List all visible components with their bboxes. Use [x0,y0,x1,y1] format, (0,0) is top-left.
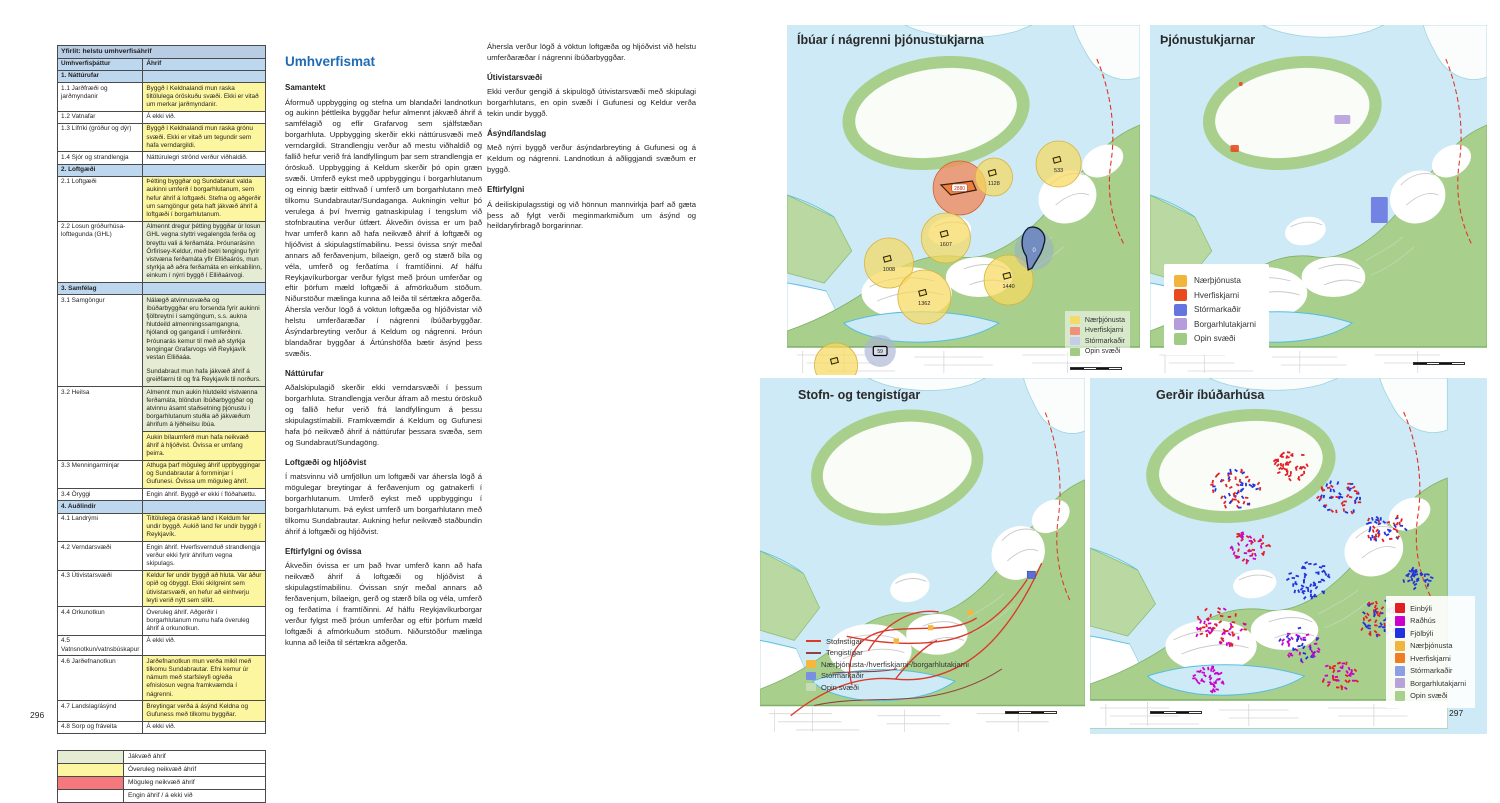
table-header-row [58,58,266,70]
legend-label: Hverfiskjarni [1084,327,1124,334]
page-number-left: 296 [30,710,45,720]
legend-label: Hverfiskjarni [1410,653,1451,663]
impact-cell-group [143,721,266,733]
impact-cell-group [143,701,266,721]
impact-legend-label: Möguleg neikvæð áhrif [124,776,266,789]
table-section-row [58,70,266,82]
map-legend-item [1174,333,1256,345]
factor-cell: 4.4 Orkunotkun [58,607,143,636]
body-paragraph: Ekki verður gengið á skipulögð útivistarsvæði með skipulagi borgarhlutans, en opin svæði í Gufunesi og Keldur verða tekin undir byggð. [487,87,696,119]
factor-cell: 4.2 Verndarsvæði [58,542,143,571]
legend-label: Stórmarkaðir [1084,337,1125,345]
section-label: 1. Náttúrufar [58,70,143,82]
map-legend-item [1395,603,1466,613]
map-legend-item [1174,318,1256,330]
map-legend-item [1395,678,1466,688]
factor-cell: 1.1 Jarðfræði og jarðmyndanir [58,83,143,112]
impact-cell-group [143,656,266,701]
legend-label: Opin svæði [1084,348,1121,355]
impact-cell: Engin áhrif. Byggð er ekki í flóðahættu. [143,489,265,500]
map-legend-item [1174,304,1256,316]
legend-swatch [1070,316,1080,324]
legend-swatch [1070,337,1080,345]
impact-cell-group [143,123,266,152]
environment-impact-table-wrap [57,45,266,803]
population-marker [975,158,1012,196]
impact-cell: Þétting byggðar og Sundabraut valda aukinni umferð í borgarhlutanum, sem hefur áhrif á loftgæði. Stefna og aðgerðir um samgöngur geta haft jákvæð áhrif á loftgæði í borgarhlutanum. [143,177,265,221]
impact-cell: Á ekki við. [143,722,265,733]
map-legend-item [1395,653,1466,663]
svg-text:1362: 1362 [918,300,931,308]
factor-cell: 3.4 Öryggi [58,489,143,501]
svg-text:1128: 1128 [988,180,1000,188]
map-legend [1164,264,1269,355]
table-section-row [58,501,266,513]
stormarkadir-marker [1371,197,1388,223]
legend-swatch [1395,641,1405,651]
section-filler [143,501,266,513]
table-row [58,721,266,733]
population-marker [1036,141,1081,187]
table-row [58,295,266,387]
impact-legend-label: Óveruleg neikvæð áhrif [124,763,266,776]
factor-cell: 2.1 Loftgæði [58,176,143,221]
impact-cell: Jarðefnanotkun mun verða mikil með tilkomu Sundabrautar. Efni kemur úr námum með starfsleyfi og/eða efnislosun vegna framkvæmda í nágrenni. [143,656,265,700]
table-row [58,152,266,164]
legend-label: Borgarhlutakjarni [1194,319,1256,329]
impact-cell: Keldur fer undir byggð að hluta. Var áður opið og óbyggt. Ekki skilgreint sem útivistarsvæði, en hefur að einhverju leyti verið nýtt sem slíkt. [143,571,265,607]
map-legend-item [1070,337,1125,345]
legend-label: Stofnstígar [826,636,863,646]
impact-legend-row [58,776,266,789]
impact-legend-swatch [58,776,124,789]
impact-cell: Almennt mun aukin hlutdeild vistvænna ferðamáta, blöndun íbúðarbyggðar og atvinnu ásamt staðsetning þjónustu í borgarhlutanum stuðla að jákvæðum áhrifum á lýðheilsu íbúa. [143,387,265,431]
body-paragraph: Í matsvinnu við umfjöllun um loftgæði var áhersla lögð á mögulegar breytingar á ferðavenjum og gatnakerfi í borgarhlutanum. Umferð eykst með uppbyggingu í borgarhlutanum. Þá eykst umferð um borgarhlutann með tilkomu Sundabrautar. Aukning hefur neikvæð staðbundin áhrif á loftgæði og hljóðvist. [285,472,482,537]
body-paragraph: Áhersla verður lögð á vöktun loftgæða og hljóðvist við helstu umferðaræðar í nágrenni íbúðarbyggðar. [487,42,696,62]
article-column-1 [285,52,482,654]
hverfiskjarni-marker [1231,145,1239,152]
impact-cell-group [143,176,266,221]
legend-label: Tengistígar [826,648,863,657]
legend-swatch [1070,348,1080,356]
table-row [58,701,266,721]
table-row [58,513,266,542]
table-row [58,460,266,489]
legend-swatch [1174,275,1187,287]
body-paragraph: Með nýrri byggð verður ásýndarbreyting á Gufunesi og á Keldum og nágrenni. Landnotkun á aðliggjandi svæðum er byggð. [487,143,696,175]
section-heading: Eftirfylgni og óvissa [285,546,362,556]
page-left [0,0,750,800]
legend-label: Einbýli [1410,603,1432,613]
legend-swatch [806,672,816,680]
impact-legend-swatch [58,789,124,802]
impact-cell-group [143,152,266,164]
impact-cell: Byggð í Keldnalandi mun raska tiltölulega óröskuðu svæði. Ekki er vitað um merkar jarðmyndanir. [143,83,265,111]
article-title: Umhverfismat [285,54,376,69]
map-title: Stofn- og tengistígar [798,388,921,402]
section-heading: Eftirfylgni [487,185,525,195]
legend-swatch [1070,327,1080,335]
map-main-and-connecting-paths [760,378,1085,734]
map-legend-item [1395,628,1466,638]
section-filler [143,164,266,176]
section-filler [143,283,266,295]
impact-cell: Breytingar verða á ásýnd Keldna og Gufuness með tilkomu byggðar. [143,701,265,720]
legend-label: Opin svæði [821,682,859,692]
hverfiskjarni-marker [1239,82,1243,86]
legend-label: Nærþjónusta [1084,316,1125,324]
factor-cell: 4.3 Útivistarsvæði [58,570,143,607]
map-legend-item [1395,666,1466,676]
table-title: Yfirlit: helstu umhverfisáhrif [58,46,266,59]
map-legend-item [1070,327,1125,335]
legend-swatch [1395,628,1405,638]
body-paragraph: Áformuð uppbygging og stefna um blandaðri landnotkun og aukinn þéttleika byggðar hefur almennt jákvæð áhrif á samfélagið og eflir Grafarvog sem sjálfstæðan borgarhluta. Uppbygging skerðir ekki náttúrusvæði með verndargildi. Strandlengju verður að mestu viðhaldið og fallið hefur verið frá landfyllingum þar sem strandlengja er óröskuð. Uppbygging á Keldum skerðir þó opin græn svæði. Umferð eykst með uppbyggingu í borgarhlutanum og einnig bætir eitthvað í umferð um borgarhlutann með tilkomu Sundabrautar/Sundaganga. Aukningin veltur þó verulega á því hvernig gatnaskipulag í tengslum við stofnbrautina verður útfært. Ákveðin óvissa er um það hvar umferð kann að hafa neikvæð áhrif á loftgæði og hljóðvist á skipulagstímabilinu. Þessi óvissa snýr meðal annars að ferðavenjum, bílaeign, gerð og stærð bíla og véla, umferð og ferðatíma í framtíðinni. Af hálfu Reykjavíkurborgar verður fylgst með þróun umferðar og eftir þörfum mæld loftgæði á afmörkuðum stöðum. Niðurstöður mælinga kunna að leiða til sértækra aðgerða. Áhersla verður lögð á vöktun loftgæða og hljóðvistar við helstu umferðaræðar í nágrenni íbúðarbyggðar. Ásýndarbreyting verður á Keldum og nágrenni. Þróun blandaðrar byggðar á Ártúnshöfða bætir ásýnd þess svæðis. [285,97,482,359]
impact-legend-swatch [58,750,124,763]
legend-swatch [1395,653,1405,663]
factor-cell: 1.4 Sjór og strandlengja [58,152,143,164]
impact-cell: Engin áhrif. Hverfisvernduð strandlengja verður ekki fyrir áhrifum vegna skipulags. [143,542,265,570]
factor-cell: 4.7 Landslag/ásýnd [58,701,143,721]
legend-label: Stórmarkaðir [1410,666,1453,675]
factor-cell: 4.8 Sorp og fráveita [58,721,143,733]
factor-cell: 3.3 Menningarminjar [58,460,143,489]
impact-cell-group [143,387,266,461]
scale-bar [1070,367,1122,370]
table-row [58,542,266,571]
legend-label: Raðhús [1410,616,1436,625]
impact-cell: Á ekki við. [143,112,265,123]
impact-cell-group [143,607,266,636]
map-population-near-service-cores [787,25,1140,375]
body-paragraph: Ákveðin óvissa er um það hvar umferð kann að hafa neikvæð áhrif á loftgæði og hljóðvist á skipulagstímabilinu. Óvissan snýr meðal annars að ferðavenjum, bílaeign, gerð og stærð bíla og véla, umferð og ferðatíma í framtíðinni. Af hálfu Reykjavíkurborgar verður fylgst með þróun umferðar og eftir þörfum mæld loftgæði á afmörkuðum stöðum. Niðurstöður mælinga kunna að leiða til sértækra aðgerða. [285,561,482,647]
impact-cell-group [143,635,266,655]
impact-cell: Almennt dregur þétting byggðar úr losun GHL vegna styttri vegalengda ferða og breyttu vali á ferðamáta. Þróunarásinn Örfirisey-Keldur, með betri tengingu fyrir vistvæna ferðamáta yfir Elliðaárós, mun styrkja að aðra ferðamáta en einkabílinn, einkum í nýrri byggð í Elliðaárvogi. [143,222,265,282]
map-legend-item [806,660,969,669]
impact-cell: Byggð í Keldnalandi mun raska grónu svæði. Ekki er vitað um tegundir sem hafa verndargildi. [143,124,265,152]
table-row [58,111,266,123]
map-legend-item [1070,348,1125,356]
legend-label: Fjölbýli [1410,628,1434,638]
legend-swatch [1395,616,1405,626]
svg-text:59: 59 [877,349,883,356]
section-filler [143,70,266,82]
map-legend-item [806,683,969,692]
factor-cell: 1.2 Vatnafar [58,111,143,123]
legend-label: Opin svæði [1410,691,1448,700]
impact-cell: Aukin bílaumferð mun hafa neikvæð áhrif á hljóðvist. Óvissa er umfang þeirra. [143,431,265,460]
body-paragraph: Aðalskipulagið skerðir ekki verndarsvæði í þessum borgarhluta. Strandlengja verður áfram að mestu óröskuð og fallið hefur verið frá landfyllingum á þessu skipulagstímabili. Framkvæmdir á Keldum og Gufunesi hafa þó neikvæð áhrif á náttúrufar þessara svæða, sem og Sundabraut/Sundagöng. [285,383,482,448]
scale-bar [1150,711,1202,714]
factor-cell: 4.1 Landrými [58,513,143,542]
section-heading: Loftgæði og hljóðvist [285,458,367,467]
map-legend-item [1070,316,1125,324]
legend-label: Stórmarkaðir [821,671,864,680]
population-marker [864,335,895,367]
page-number-right: 297 [1449,708,1464,718]
section-label: 4. Auðlindir [58,501,143,513]
body-paragraph: Á deiliskipulagsstigi og við hönnun mannvirkja þarf að gæta þess að fylgt verði meginmarkmiðum um ásýnd og heildaryfirbragð borgarinnar. [487,199,696,231]
impact-cell: Á ekki við. [143,636,265,647]
map-service-cores [1150,25,1487,375]
impact-legend-label: Engin áhrif / á ekki við [124,789,266,802]
impact-legend-label: Jákvæð áhrif [124,750,266,763]
table-row [58,570,266,607]
impact-cell: Tiltölulega óraskað land í Keldum fer undir byggð. Aukið land fer undir byggð í Reykjavík. [143,514,265,542]
table-row [58,387,266,461]
legend-swatch [806,652,821,654]
table-row [58,176,266,221]
impact-cell-group [143,513,266,542]
table-row [58,607,266,636]
legend-label: Nærþjónusta-/hverfiskjarni-/borgarhlutakjarni [821,659,969,669]
impact-cell-group [143,83,266,112]
legend-swatch [1395,678,1405,688]
table-row [58,489,266,501]
impact-cell-group [143,111,266,123]
table-row [58,123,266,152]
map-legend-item [1395,691,1466,701]
scale-bar [1005,711,1057,714]
column-header-impact: Áhrif [143,58,266,70]
impact-cell-group [143,460,266,489]
impact-color-legend [57,750,266,803]
svg-text:2880: 2880 [954,186,966,192]
legend-swatch [1174,318,1187,330]
map-legend [806,634,969,694]
factor-cell: 3.2 Heilsa [58,387,143,461]
legend-swatch [1395,603,1405,613]
map-title: Þjónustukjarnar [1160,33,1256,47]
map-legend [1065,311,1130,362]
scale-bar [1413,362,1465,365]
map-legend-item [1395,616,1466,626]
impact-cell-group [143,295,266,387]
impact-cell: Óveruleg áhrif. Aðgerðir í borgarhlutanum munu hafa óveruleg áhrif á orkunotkun. [143,607,265,635]
impact-cell-group [143,221,266,282]
map-housing-types [1090,378,1487,734]
section-label: 2. Loftgæði [58,164,143,176]
impact-legend-row [58,789,266,802]
legend-label: Hverfiskjarni [1194,290,1240,300]
table-title-row [58,46,266,59]
legend-swatch [1174,289,1187,301]
legend-swatch [806,660,816,668]
map-title: Íbúar í nágrenni þjónustukjarna [797,33,984,47]
impact-cell-group [143,570,266,607]
legend-swatch [1174,304,1187,316]
table-row [58,221,266,282]
column-header-factor: Umhverfisþáttur [58,58,143,70]
factor-cell: 3.1 Samgöngur [58,295,143,387]
map-legend-item [1174,289,1256,301]
factor-cell: 2.2 Losun gróðurhúsa-lofttegunda (GHL) [58,221,143,282]
factor-cell: 4.6 Jarðefnanotkun [58,656,143,701]
factor-cell: 1.3 Lífríki (gróður og dýr) [58,123,143,152]
environment-impact-table [57,45,266,734]
map-legend-item [806,648,969,657]
map-title: Gerðir íbúðarhúsa [1156,388,1265,402]
article-column-2 [487,42,696,237]
factor-cell: 4.5 Vatnsnotkun/vatnsbúskapur [58,635,143,655]
legend-swatch [1174,333,1187,345]
impact-legend-swatch [58,763,124,776]
section-heading: Samantekt [285,83,326,93]
legend-label: Borgarhlutakjarni [1410,678,1466,688]
legend-swatch [806,683,816,691]
legend-label: Opin svæði [1194,334,1236,343]
population-marker [921,213,970,263]
table-section-row [58,283,266,295]
map-legend-item [806,637,969,646]
legend-swatch [1395,691,1405,701]
svg-text:1607: 1607 [939,241,952,249]
table-row [58,83,266,112]
impact-legend-row [58,750,266,763]
borgarhlutakjarni-marker [1334,115,1350,124]
legend-label: Nærþjónusta [1194,276,1241,285]
legend-label: Stórmarkaðir [1194,305,1241,314]
legend-label: Nærþjónusta [1410,641,1453,650]
impact-cell: Náttúrulegri strönd verður viðhaldið. [143,152,265,163]
impact-cell: Athuga þarf möguleg áhrif uppbyggingar og Sundabrautar á fornminjar í Gufunesi. Óvissa um möguleg áhrif. [143,461,265,489]
legend-swatch [1395,666,1405,676]
legend-swatch [806,640,821,642]
impact-cell-group [143,542,266,571]
svg-text:1008: 1008 [882,266,896,274]
table-row [58,635,266,655]
map-legend-item [806,671,969,680]
map-legend-item [1395,641,1466,651]
impact-cell: Nálægð atvinnusvæða og íbúðarbyggðar eru forsenda fyrir aukinni fjölbreytni í samgöngum, s.s. aukna hlutdeild almenningssamgangna, hjólandi og gangandi í umferðinni. Þróunarás kemur til með að styrkja tengingar Grafarvogs við Reykjavík vestan Elliðaáa. Sundabraut mun hafa jákvæð áhrif á greiðfærni til og frá Reykjavík til norðurs. [143,295,265,386]
map-legend [1386,596,1475,709]
svg-text:1440: 1440 [1002,283,1015,291]
table-section-row [58,164,266,176]
impact-legend-row [58,763,266,776]
section-heading: Útivistarsvæði [487,72,543,82]
svg-text:533: 533 [1054,167,1064,175]
svg-text:0: 0 [1032,247,1036,255]
map-legend-item [1174,275,1256,287]
section-heading: Náttúrufar [285,369,324,379]
table-row [58,656,266,701]
section-label: 3. Samfélag [58,283,143,295]
impact-cell-group [143,489,266,501]
section-heading: Ásýnd/landslag [487,129,547,139]
page-right [750,0,1500,751]
population-marker [898,270,951,324]
